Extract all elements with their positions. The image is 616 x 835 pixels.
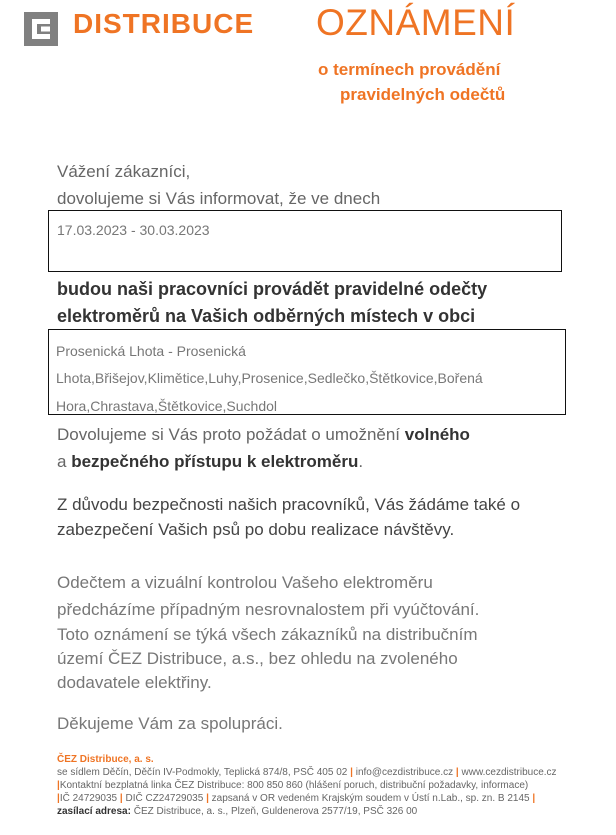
footer-line-4: zasílací adresa: ČEZ Distribuce, a. s., Plzeň, Guldenerova 2577/19, PSČ 326 00 (57, 806, 418, 817)
brand-name: DISTRIBUCE (73, 8, 255, 39)
footer-line-3: |IČ 24729035 | DIČ CZ24729035 | zapsaná v OR vedeném Krajským soudem v Ústí n.Lab., sp. zn. B 2145 | (57, 793, 536, 804)
page-title: OZNÁMENÍ (316, 2, 516, 43)
dates-value: 17.03.2023 - 30.03.2023 (57, 222, 210, 238)
footer-line-2: |Kontaktní bezplatná linka ČEZ Distribuce: 800 850 860 (hlášení poruch, distribuční požadavky, informace) (57, 780, 529, 791)
info-line-3: Toto oznámení se týká všech zákazníků na distribučním (57, 625, 478, 644)
cez-logo-icon (24, 12, 58, 46)
locations-field (48, 329, 566, 415)
subtitle-line-2: pravidelných odečtů (340, 85, 506, 104)
info-line-2: předcházíme případným nesrovnalostem při vyúčtování. (57, 600, 480, 619)
statement-line-2: elektroměrů na Vašich odběrných místech v obci (57, 306, 476, 326)
dates-field (48, 210, 562, 272)
footer-company: ČEZ Distribuce, a. s. (57, 754, 154, 765)
info-line-4: území ČEZ Distribuce, a.s., bez ohledu na zvoleného (57, 649, 458, 668)
email-link[interactable]: info@cezdistribuce.cz (355, 767, 454, 778)
statement-line-1: budou naši pracovníci provádět pravidelné odečty (57, 279, 488, 299)
info-line-1: Odečtem a vizuální kontrolou Vašeho elektroměru (57, 573, 433, 592)
dogs-line-1: Z důvodu bezpečnosti našich pracovníků, Vás žádáme také o (57, 495, 521, 514)
info-line-5: dodavatele elektřiny. (57, 673, 212, 692)
website-link[interactable]: www.cezdistribuce.cz (461, 767, 557, 778)
locations-line-3: Hora,Chrastava,Štětkovice,Suchdol (56, 398, 277, 414)
locations-line-1: Prosenická Lhota - Prosenická (56, 343, 246, 359)
greeting: Vážení zákazníci, (57, 162, 191, 181)
dogs-line-2: zabezpečení Vašich psů po dobu realizace návštěvy. (57, 520, 455, 539)
locations-line-2: Lhota,Břišejov,Klimětice,Luhy,Prosenice,Sedlečko,Štětkovice,Bořená (56, 370, 483, 386)
request-line-1: Dovolujeme si Vás proto požádat o umožnění volného (57, 425, 470, 444)
footer-line-1: se sídlem Děčín, Děčín IV-Podmokly, Teplická 874/8, PSČ 405 02 | info@cezdistribuce.cz | www.cezdistribuce.cz (57, 767, 557, 778)
subtitle-line-1: o termínech provádění (318, 60, 501, 79)
request-line-2: a bezpečného přístupu k elektroměru. (57, 452, 364, 471)
thanks-text: Děkujeme Vám za spolupráci. (57, 714, 283, 733)
intro-text: dovolujeme si Vás informovat, že ve dnech (57, 189, 381, 208)
